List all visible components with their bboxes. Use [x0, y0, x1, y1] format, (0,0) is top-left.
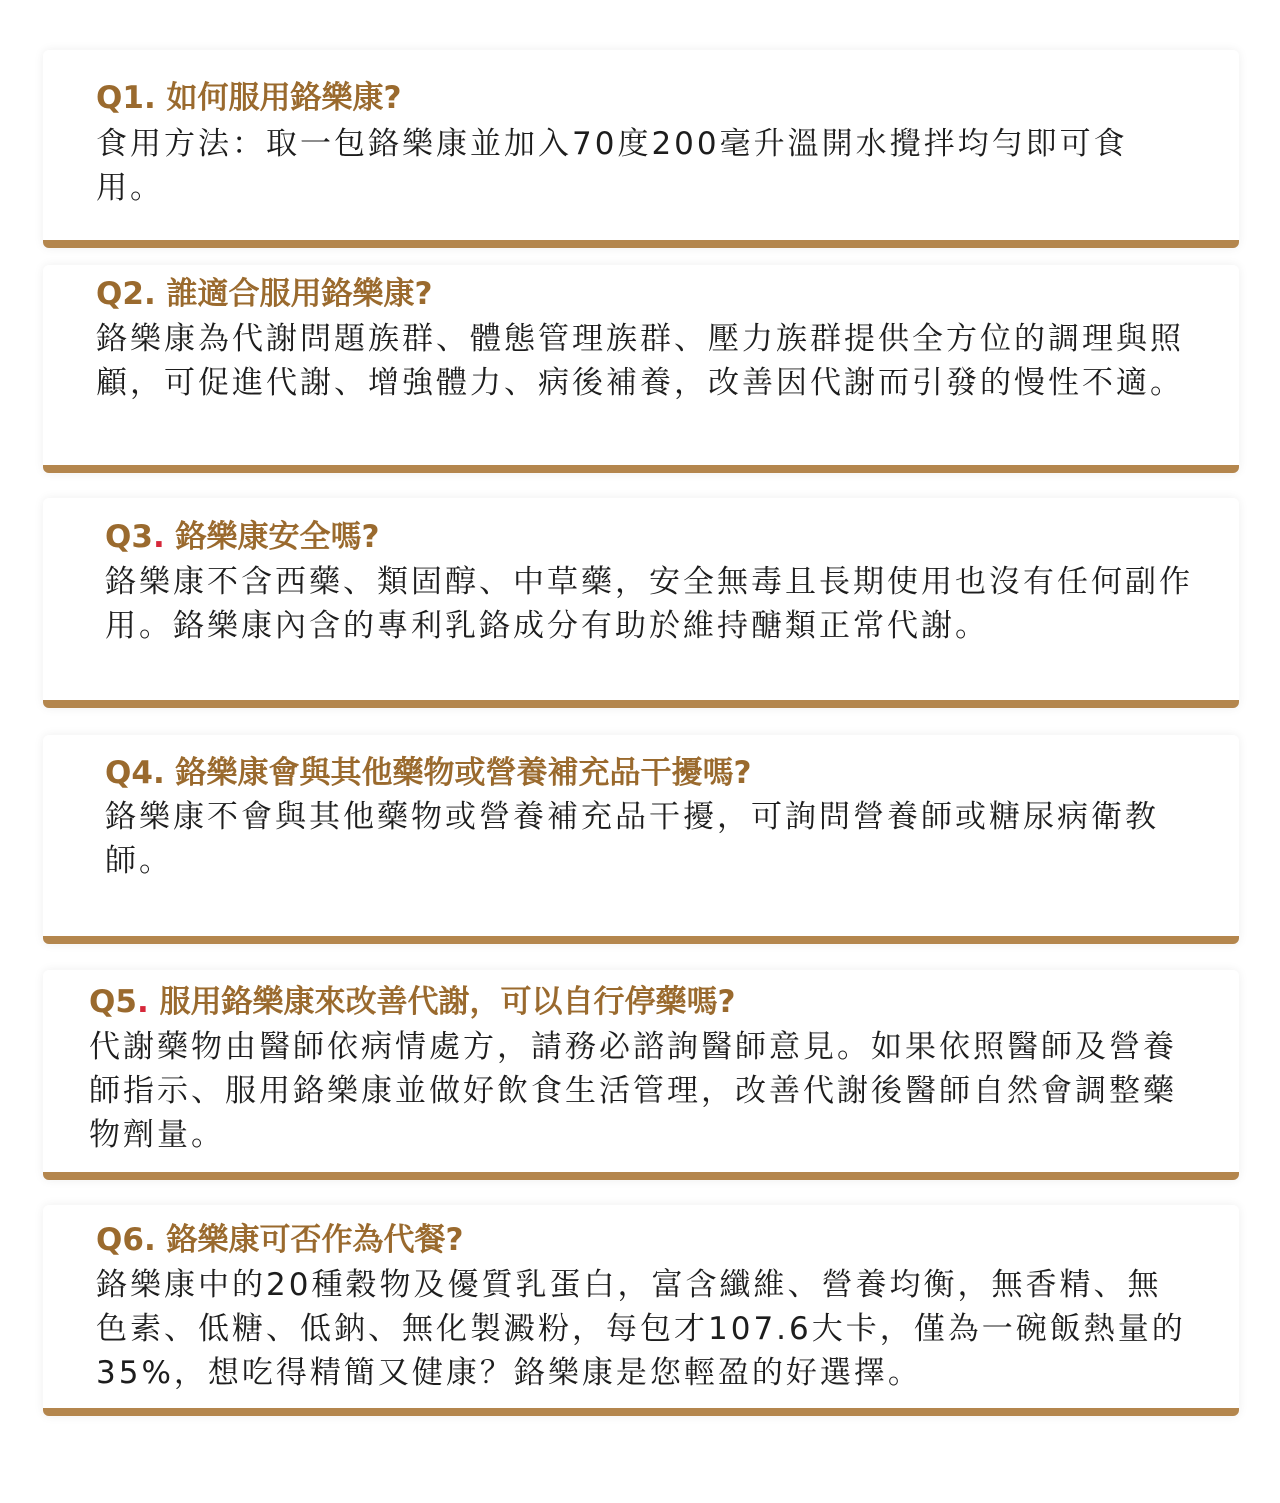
- faq-question-text: 誰適合服用鉻樂康?: [155, 276, 433, 312]
- faq-card-6: [43, 1205, 1239, 1416]
- faq-question-1: [96, 78, 402, 118]
- faq-question-number: Q5: [89, 984, 137, 1020]
- faq-card-3: [43, 498, 1239, 708]
- faq-answer-1: 食用方法：取一包鉻樂康並加入70度200毫升溫開水攪拌均勻即可食用。: [96, 126, 1128, 206]
- faq-question-dot: .: [152, 519, 165, 555]
- faq-question-4: [105, 753, 752, 793]
- faq-question-text: 服用鉻樂康來改善代謝，可以自行停藥嗎?: [148, 984, 736, 1020]
- faq-question-number: Q4: [105, 755, 153, 791]
- faq-card-2: [43, 265, 1239, 473]
- faq-question-number: Q2: [96, 276, 144, 312]
- faq-card-5: [43, 970, 1239, 1180]
- faq-answer-6: 鉻樂康中的20種穀物及優質乳蛋白，富含纖維、營養均衡，無香精、無色素、低糖、低鈉、無化製澱粉，每包才107.6大卡，僅為一碗飯熱量的35%，想吃得精簡又健康？鉻樂康是您輕盈的好選擇。: [96, 1267, 1186, 1391]
- faq-answer-2: 鉻樂康為代謝問題族群、體態管理族群、壓力族群提供全方位的調理與照顧，可促進代謝、增強體力、病後補養，改善因代謝而引發的慢性不適。: [96, 321, 1184, 401]
- faq-answer-3: 鉻樂康不含西藥、類固醇、中草藥，安全無毒且長期使用也沒有任何副作用。鉻樂康內含的專利乳鉻成分有助於維持醣類正常代謝。: [105, 564, 1193, 644]
- faq-question-6: [96, 1220, 464, 1260]
- faq-question-3: [105, 517, 380, 557]
- faq-answer-4: 鉻樂康不會與其他藥物或營養補充品干擾，可詢問營養師或糖尿病衛教師。: [105, 799, 1159, 879]
- faq-question-5: [89, 982, 736, 1022]
- faq-question-number: Q1: [96, 80, 144, 116]
- faq-question-text: 鉻樂康會與其他藥物或營養補充品干擾嗎?: [164, 755, 752, 791]
- faq-card-4: [43, 735, 1239, 944]
- faq-question-number: Q3: [105, 519, 153, 555]
- faq-question-number: Q6: [96, 1222, 144, 1258]
- faq-question-text: 鉻樂康安全嗎?: [164, 519, 380, 555]
- faq-question-text: 如何服用鉻樂康?: [155, 80, 402, 116]
- faq-answer-5: 代謝藥物由醫師依病情處方，請務必諮詢醫師意見。如果依照醫師及營養師指示、服用鉻樂康並做好飲食生活管理，改善代謝後醫師自然會調整藥物劑量。: [89, 1029, 1177, 1153]
- faq-question-text: 鉻樂康可否作為代餐?: [155, 1222, 464, 1258]
- faq-question-dot: .: [143, 1222, 156, 1258]
- faq-question-dot: .: [136, 984, 149, 1020]
- faq-card-1: [43, 50, 1239, 248]
- faq-question-dot: .: [143, 80, 156, 116]
- faq-question-dot: .: [143, 276, 156, 312]
- faq-question-dot: .: [152, 755, 165, 791]
- faq-question-2: [96, 274, 433, 314]
